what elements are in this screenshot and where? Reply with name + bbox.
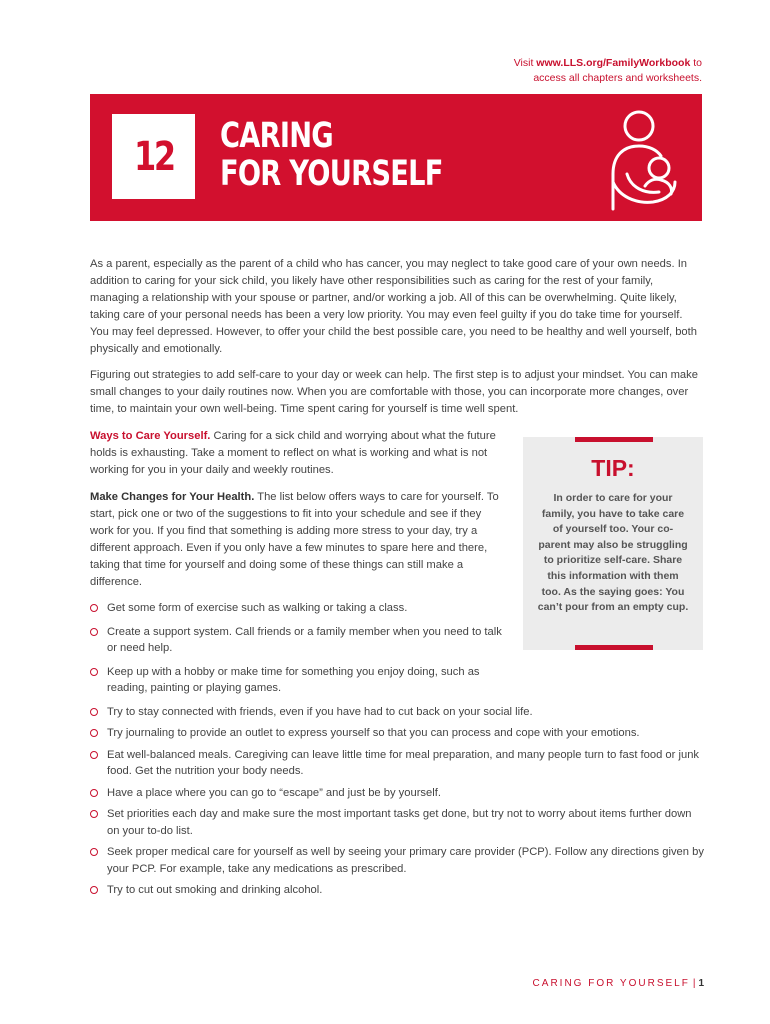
page-number: 1	[698, 978, 704, 989]
tip-heading: TIP:	[591, 455, 635, 481]
bullet-icon	[90, 848, 98, 856]
ways-paragraph	[90, 428, 505, 479]
health-paragraph	[90, 489, 505, 591]
parent-holding-child-icon	[605, 104, 683, 214]
list-item	[90, 624, 505, 657]
list-item-text: Set priorities each day and make sure the most important tasks get done, but try not to worry about items further down on your to-do list.	[107, 808, 692, 837]
list-item-text: Eat well-balanced meals. Caregiving can leave little time for meal preparation, and many people turn to fast food or junk food. Get the nutrition your body needs.	[107, 748, 700, 777]
list-item-text: Have a place where you can go to “escape” and just be by yourself.	[107, 786, 441, 799]
list-item	[90, 747, 705, 780]
footer-label: CARING FOR YOURSELF	[532, 978, 690, 989]
list-item-text: Try to cut out smoking and drinking alcohol.	[107, 884, 323, 896]
visit-prefix: Visit	[513, 57, 537, 69]
list-item	[90, 664, 505, 697]
bullet-icon	[90, 789, 98, 797]
tip-text: In order to care for your family, you have to take care of yourself too. Your co-parent may also be struggling to prioritize self-care. Share this information with them too. As the saying goes: You can’t pour from an empty cup.	[537, 492, 689, 614]
bullet-icon	[90, 729, 98, 737]
workbook-link[interactable]: www.LLS.org/FamilyWorkbook	[536, 57, 691, 69]
list-item-text: Keep up with a hobby or make time for something you enjoy doing, such as reading, painting or playing games.	[107, 665, 480, 694]
footer-separator: |	[692, 978, 696, 989]
list-item	[90, 882, 705, 899]
page-footer	[533, 978, 704, 989]
list-item	[90, 725, 705, 742]
health-heading: Make Changes for Your Health.	[90, 491, 255, 503]
intro-paragraph-1: As a parent, especially as the parent of a child who has cancer, you may neglect to take good care of your own needs. In addition to caring for your sick child, you likely have other responsibilities such as caring for the rest of your family, managing a relationship with your spouse or partner, and/or working a job. All of this can be overwhelming. Quite likely, taking care of your personal needs has been a very low priority. You may even feel guilty if you do take time for yourself. You may feel depressed. However, to offer your child the best possible care, you need to be healthy and well yourself, both physically and emotionally.	[90, 258, 697, 355]
bullet-icon	[90, 604, 98, 612]
list-item-text: Seek proper medical care for yourself as well by seeing your primary care provider (PCP). Follow any directions given by your PCP. For example, take any medications as prescribed.	[107, 846, 704, 875]
bullet-icon	[90, 810, 98, 818]
bullet-icon	[90, 668, 98, 676]
tip-top-bar	[575, 437, 653, 442]
chapter-title-line2: FOR YOURSELF	[220, 154, 443, 194]
list-item	[90, 844, 705, 877]
bullet-icon	[90, 751, 98, 759]
bullet-icon	[90, 708, 98, 716]
list-item-text: Get some form of exercise such as walking or taking a class.	[107, 602, 408, 614]
list-item-text: Create a support system. Call friends or a family member when you need to talk or need help.	[107, 625, 502, 654]
chapter-title-line1: CARING	[220, 116, 333, 156]
bullet-icon	[90, 886, 98, 894]
bullet-icon	[90, 628, 98, 636]
list-item	[90, 806, 705, 839]
chapter-banner	[90, 94, 702, 221]
list-item-text: Try to stay connected with friends, even if you have had to cut back on your social life.	[107, 705, 533, 718]
list-item	[90, 785, 705, 802]
chapter-number-box	[112, 114, 195, 199]
health-text: The list below offers ways to care for yourself. To start, pick one or two of the suggestions to fit into your schedule and see if they work for you. If you find that something is adding more stress to your day, try a different approach. Even if you only have a few minutes to spare here and there, taking that time for yourself and doing some of these things can still make a difference.	[90, 491, 499, 588]
list-item	[90, 600, 505, 617]
visit-line2: access all chapters and worksheets.	[533, 72, 702, 84]
list-item-text: Try journaling to provide an outlet to express yourself so that you can process and cope with your emotions.	[107, 727, 640, 739]
visit-suffix: to	[690, 57, 702, 69]
chapter-number: 12	[133, 133, 174, 180]
ways-heading: Ways to Care Yourself.	[90, 430, 211, 442]
ways-text: Caring for a sick child and worrying about what the future holds is exhausting. Take a moment to reflect on what is working and what is not working for you in your daily and weekly routines.	[90, 430, 496, 476]
workbook-link-note	[402, 56, 702, 86]
chapter-title	[220, 117, 443, 193]
intro-paragraph-2: Figuring out strategies to add self-care to your day or week can help. The first step is to adjust your mindset. You can make small changes to your daily routines now. When you are comfortable with those, you can incorporate more changes, over time, to maintain your own well-being. Time spent caring for yourself is time well spent.	[90, 369, 698, 415]
self-care-list	[90, 600, 705, 899]
list-item	[90, 704, 705, 721]
